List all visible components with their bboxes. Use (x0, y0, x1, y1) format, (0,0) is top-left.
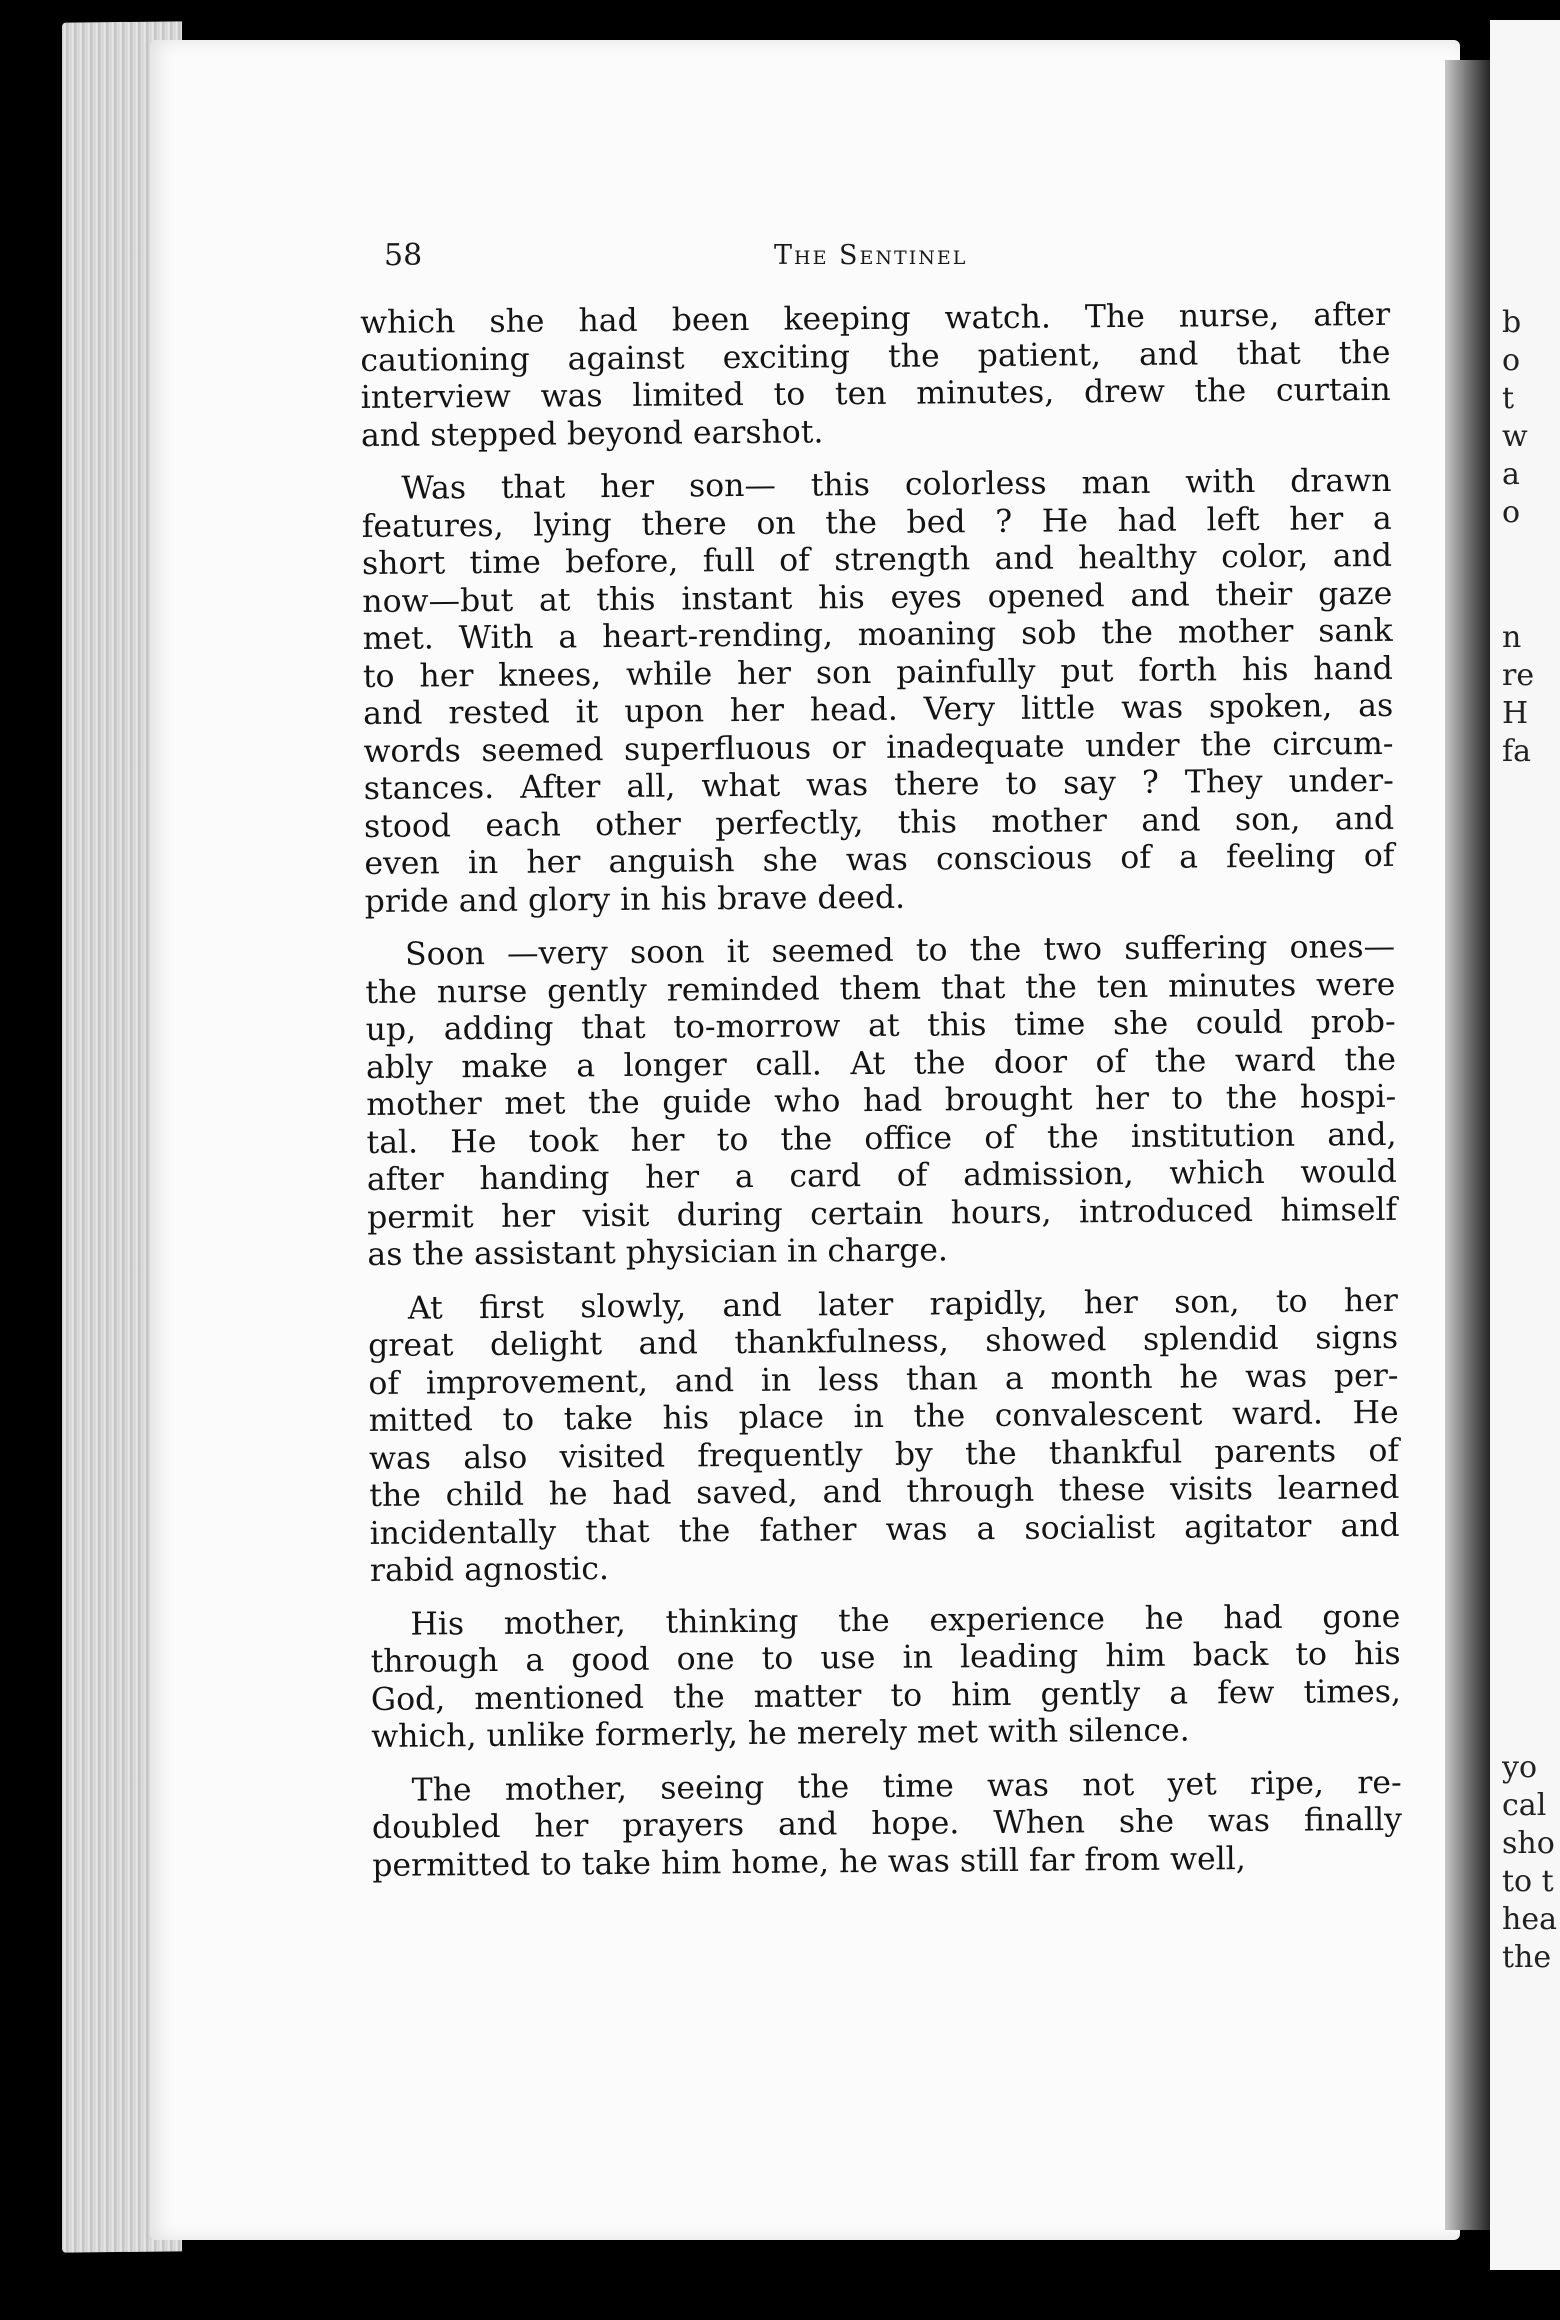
text-line: stood each other perfectly, this mother and son, and (363, 800, 1395, 845)
text-line: was also visited frequently by the thankful parents of (368, 1432, 1400, 1477)
text-line: met. With a heart-rending, moaning sob the mother sank (362, 612, 1393, 657)
text-line: the child he had saved, and through these visits learned (369, 1469, 1400, 1514)
text-line: mother met the guide who had brought her to the hospi- (366, 1078, 1397, 1123)
facing-page-text: a (1502, 457, 1520, 492)
text-line: mitted to take his place in the convalescent ward. He (368, 1394, 1399, 1439)
paragraph (368, 1282, 1400, 1590)
paragraph (365, 929, 1398, 1275)
running-head (384, 238, 1384, 282)
text-line: permit her visit during certain hours, introduced himself (367, 1191, 1398, 1236)
paragraph (361, 463, 1395, 921)
text-line: At first slowly, and later rapidly, her son, to her (407, 1282, 1398, 1327)
text-line: stances. After all, what was there to say ? They under- (363, 762, 1394, 807)
text-line: interview was limited to ten minutes, drew the curtain (360, 371, 1391, 416)
text-line: which, unlike formerly, he merely met with silence. (371, 1712, 1190, 1755)
text-line: incidentally that the father was a socialist agitator and (369, 1507, 1400, 1552)
facing-page-text: n (1502, 620, 1522, 655)
facing-page-text: o (1502, 495, 1521, 530)
running-title: The Sentinel (774, 240, 968, 271)
text-line: God, mentioned the matter to him gently a few times, (370, 1673, 1402, 1718)
text-line: and rested it upon her head. Very little was spoken, as (363, 687, 1394, 732)
text-line: permitted to take him home, he was still far from well, (372, 1840, 1246, 1884)
text-line: as the assistant physician in charge. (367, 1232, 949, 1273)
text-line: great delight and thankfulness, showed splendid signs (368, 1319, 1399, 1364)
text-line: which she had been keeping watch. The nurse, after (360, 296, 1391, 341)
facing-page-text: to t (1502, 1864, 1554, 1899)
text-line: cautioning against exciting the patient, and that the (360, 334, 1391, 379)
facing-page-text: o (1502, 343, 1521, 378)
facing-page-text: re (1502, 658, 1535, 693)
facing-page-text: cal (1502, 1788, 1547, 1823)
text-line: rabid agnostic. (369, 1551, 610, 1589)
text-line: to her knees, while her son painfully put forth his hand (362, 650, 1394, 695)
text-line: the nurse gently reminded them that the ten minutes were (365, 966, 1396, 1011)
facing-page-text: t (1502, 381, 1515, 416)
text-line: short time before, full of strength and healthy color, and (361, 537, 1393, 582)
text-line: words seemed superfluous or inadequate under the circum- (363, 725, 1394, 770)
book-gutter (1445, 60, 1491, 2230)
body-text (360, 297, 1403, 1901)
facing-page-text: yo (1502, 1750, 1538, 1785)
text-line: of improvement, and in less than a month he was per- (368, 1357, 1399, 1402)
text-line: tal. He took her to the office of the institution and, (366, 1116, 1397, 1161)
text-line: even in her anguish she was conscious of a feeling of (364, 837, 1395, 882)
text-line: doubled her prayers and hope. When she was finally (371, 1801, 1403, 1846)
text-line: after handing her a card of admission, which would (366, 1153, 1397, 1198)
text-line: pride and glory in his brave deed. (364, 879, 906, 920)
text-line: His mother, thinking the experience he had gone (410, 1598, 1401, 1643)
text-line: The mother, seeing the time was not yet ripe, re- (411, 1764, 1402, 1809)
text-line: features, lying there on the bed ? He had left her a (361, 500, 1392, 545)
text-line: now—but at this instant his eyes opened and their gaze (362, 575, 1393, 620)
paragraph (372, 1764, 1403, 1885)
paragraph (370, 1598, 1401, 1756)
text-line: through a good one to use in leading him back to his (370, 1635, 1401, 1680)
facing-page-fragment (1490, 20, 1560, 2270)
facing-page-text: fa (1502, 734, 1531, 769)
facing-page-text: sho (1502, 1826, 1555, 1861)
text-line: up, adding that to-morrow at this time she could prob- (365, 1003, 1396, 1048)
facing-page-text: H (1502, 696, 1529, 731)
facing-page-text: the (1502, 1940, 1552, 1975)
text-line: Soon —very soon it seemed to the two suffering ones— (404, 928, 1396, 973)
facing-page-text: hea (1502, 1902, 1557, 1937)
text-line: ably make a longer call. At the door of the ward the (365, 1041, 1397, 1086)
facing-page-text: w (1502, 419, 1528, 454)
text-line: Was that her son— this colorless man with drawn (401, 462, 1392, 507)
page-number: 58 (384, 238, 423, 273)
text-line: and stepped beyond earshot. (360, 413, 824, 454)
paragraph (360, 297, 1391, 455)
facing-page-text: b (1502, 305, 1522, 340)
